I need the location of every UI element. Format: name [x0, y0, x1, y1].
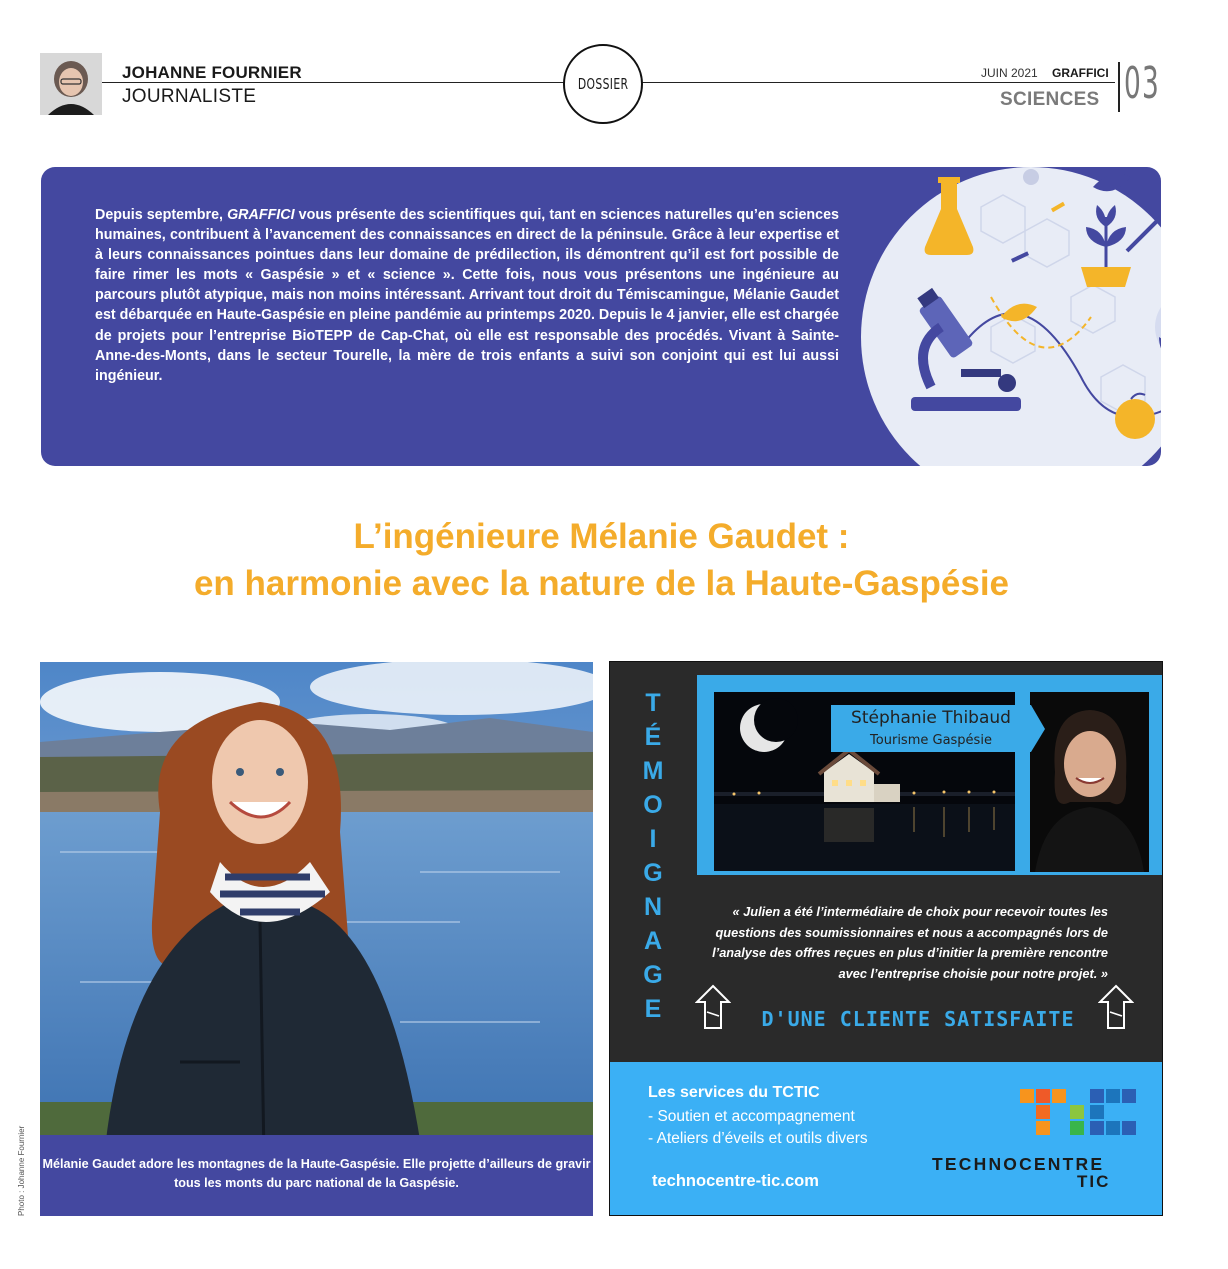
quote-arrow-right-icon [1098, 984, 1134, 1030]
website-link[interactable]: technocentre-tic.com [652, 1172, 819, 1190]
headline-line2: en harmonie avec la nature de la Haute-Gaspésie [193, 564, 1010, 603]
vertical-letter: T [645, 689, 661, 717]
feature-photo [40, 662, 593, 1216]
author-role: JOURNALISTE [122, 86, 257, 107]
client-tag-arrow [1031, 705, 1045, 752]
satisfied-client-slogan: D'UNE CLIENTE SATISFAITE [761, 1007, 1075, 1031]
services-title: Les services du TCTIC [648, 1084, 820, 1101]
technocentre-ad [609, 661, 1163, 1216]
vertical-letter: G [643, 961, 663, 989]
technocentre-tic-logo-icon [1020, 1089, 1138, 1141]
issue-date: JUIN 2021 [981, 66, 1038, 80]
portrait-photo [40, 662, 593, 1216]
section-name: SCIENCES [1000, 89, 1100, 110]
photo-credit: Photo : Johanne Fournier [17, 1125, 26, 1216]
logo-wordmark: TECHNOCENTRE [932, 1154, 1105, 1174]
photo-caption: Mélanie Gaudet adore les montagnes de la Haute-Gaspésie. Elle projette d’ailleurs de gravir tous les monts du parc national de la Gaspésie. [40, 1135, 593, 1216]
service-item: - Soutien et accompagnement [648, 1108, 855, 1125]
logo-wordmark-tic: TIC [1077, 1172, 1111, 1191]
testimonial-quote: « Julien a été l’intermédiaire de choix pour recevoir toutes les questions des soumissionnaires et nous a accompagnés lors de l’analyse des offres reçues en plus d’initier la première rencontre avec l’entreprise choisie pour notre projet. » [712, 904, 1108, 981]
intro-text [95, 205, 839, 386]
vertical-letter: É [644, 723, 662, 751]
vertical-letter: N [643, 893, 663, 921]
intro-panel [41, 167, 1161, 466]
author-name: JOHANNE FOURNIER [122, 63, 302, 82]
client-organization: Tourisme Gaspésie [870, 733, 992, 748]
vertical-letter: A [643, 927, 663, 955]
vertical-letter: M [642, 757, 664, 785]
science-illustration [841, 167, 1161, 466]
ad-services-panel [610, 1062, 1163, 1216]
service-item: - Ateliers d’éveils et outils divers [648, 1130, 868, 1147]
vertical-letter: O [643, 791, 663, 819]
intro-magazine-name: GRAFFICI [227, 207, 295, 223]
vertical-letter: E [644, 995, 662, 1023]
client-portrait-photo [1030, 692, 1149, 872]
vertical-letter: I [649, 825, 657, 853]
dossier-badge [563, 44, 643, 124]
client-name: Stéphanie Thibaud [851, 708, 1011, 728]
intro-text-body: vous présente des scientifiques qui, tant en sciences naturelles qu’en sciences humaines, contribuent à l’avancement des connaissances en direct de la péninsule. Grâce à leur expertise et à leurs connaissances pointues dans leur domaine de prédilection, ils démontrent qu’il est fort possible de faire rimer les mots « Gaspésie » et « science ». Cette fois, nous vous présentons une ingénieure au parcours plutôt atypique, mais non moins intéressant. Arrivant tout droit du Témiscamingue, Mélanie Gaudet est débarquée en Haute-Gaspésie en pleine pandémie au printemps 2020. Depuis le 4 janvier, elle est chargée de projets pour l’entreprise BioTEPP de Cap-Chat, où elle est responsable des procédés. Vivant à Sainte-Anne-des-Monts, dans le secteur Tourelle, la mère de trois enfants a suivi son conjoint qui est lui aussi ingénieur. [95, 207, 839, 384]
author-photo [40, 53, 102, 115]
intro-text-start: Depuis septembre, [95, 207, 228, 223]
vertical-letter: G [643, 859, 663, 887]
headline-line1: L’ingénieure Mélanie Gaudet : [353, 517, 850, 556]
page-number: 03 [1124, 58, 1160, 109]
magazine-name: GRAFFICI [1052, 66, 1109, 80]
dossier-label: DOSSIER [577, 75, 629, 93]
temoignage-vertical-word [640, 686, 666, 1026]
page-number-divider [1118, 62, 1120, 112]
